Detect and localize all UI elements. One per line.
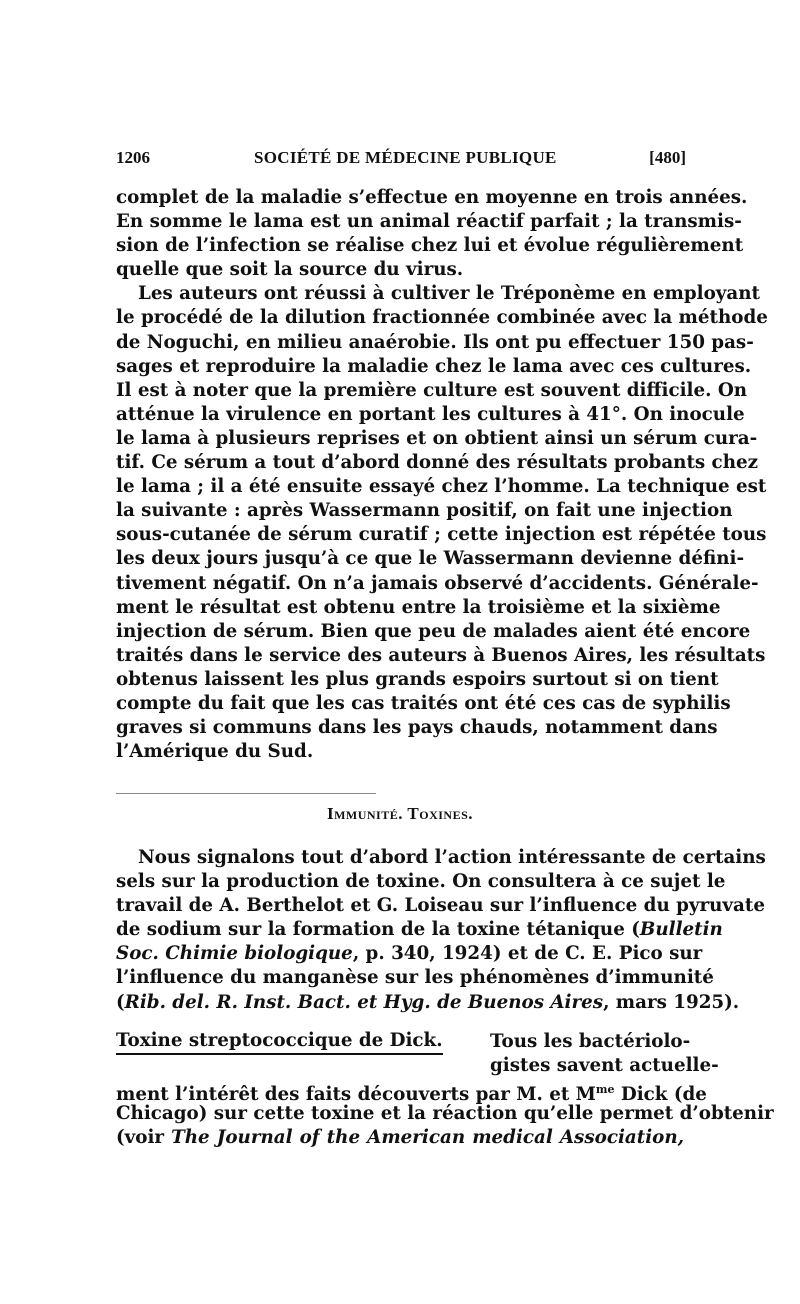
- citation-title: Bulletin: [639, 919, 723, 941]
- text-segment: , mars 1925).: [603, 991, 740, 1013]
- text-segment: Dick (de: [614, 1084, 707, 1105]
- text-line: injection de sérum. Bien que peu de malades aient été encore: [116, 620, 751, 642]
- text-line: [116, 1078, 707, 1105]
- text-segment: de sodium sur la formation de la toxine tétanique (: [116, 919, 640, 941]
- text-line: l’influence du manganèse sur les phénomènes d’immunité: [116, 967, 714, 989]
- citation-title: The Journal of the American medical Association,: [171, 1127, 684, 1149]
- text-line: sages et reproduire la maladie chez le lama avec ces cultures.: [116, 355, 752, 377]
- text-line: le lama à plusieurs reprises et on obtient ainsi un sérum cura-: [116, 427, 758, 449]
- text-line: l’Amérique du Sud.: [116, 741, 314, 763]
- citation-title: Soc. Chimie biologique: [116, 943, 353, 965]
- citation-title: Rib. del. R. Inst. Bact. et Hyg. de Buenos Aires: [124, 991, 604, 1013]
- text-line: le lama ; il a été ensuite essayé chez l’homme. La technique est: [116, 476, 767, 498]
- text-line: [116, 942, 703, 966]
- subsection-heading-continuation: [490, 1030, 719, 1078]
- text-line: graves si communs dans les pays chauds, notamment dans: [116, 717, 718, 739]
- text-line: sous-cutanée de sérum curatif ; cette injection est répétée tous: [116, 524, 767, 546]
- text-line: Tous les bactériolo-: [490, 1031, 691, 1052]
- text-line: En somme le lama est un animal réactif parfait ; la transmis-: [116, 211, 742, 233]
- text-line: tivement négatif. On n’a jamais observé d’accidents. Générale-: [116, 572, 759, 594]
- text-line: sion de l’infection se réalise chez lui et évolue régulièrement: [116, 235, 744, 257]
- text-line: [116, 1126, 684, 1150]
- superscript: me: [595, 1083, 615, 1096]
- text-line: traités dans le service des auteurs à Buenos Aires, les résultats: [116, 644, 766, 666]
- text-segment: , p. 340, 1924) et de C. E. Pico sur: [352, 943, 703, 965]
- section-number: [480]: [649, 148, 686, 167]
- text-line: ment le résultat est obtenu entre la troisième et la sixième: [116, 596, 721, 618]
- text-line: Les auteurs ont réussi à cultiver le Tréponème en employant: [138, 283, 760, 305]
- paragraph-toxines: [116, 846, 766, 1015]
- section-heading: [116, 804, 684, 824]
- section-heading-text: Immunité. Toxines.: [326, 804, 474, 823]
- text-line: quelle que soit la source du virus.: [116, 259, 464, 281]
- section-divider: [116, 793, 376, 794]
- text-segment: (: [116, 991, 125, 1013]
- page-header: [116, 148, 686, 174]
- text-line: les deux jours jusqu’à ce que le Wassermann devienne défini-: [116, 548, 745, 570]
- text-line: atténue la virulence en portant les cultures à 41°. On inocule: [116, 403, 745, 425]
- text-segment: (voir: [116, 1127, 172, 1149]
- text-line: travail de A. Berthelot et G. Loiseau sur l’influence du pyruvate: [116, 895, 765, 917]
- running-title: SOCIÉTÉ DE MÉDECINE PUBLIQUE: [254, 148, 557, 167]
- paragraph-syphilis-lama: [116, 186, 768, 764]
- text-line: [116, 918, 723, 942]
- text-line: tif. Ce sérum a tout d’abord donné des résultats probants chez: [116, 452, 758, 474]
- paragraph-dick-toxin: [116, 1078, 774, 1150]
- text-line: la suivante : après Wassermann positif, on fait une injection: [116, 500, 733, 522]
- page-number: 1206: [116, 148, 150, 167]
- text-line: le procédé de la dilution fractionnée combinée avec la méthode: [116, 307, 768, 329]
- text-line: gistes savent actuelle-: [490, 1055, 719, 1077]
- text-segment: ment l’intérêt des faits découverts par M. et M: [116, 1084, 596, 1105]
- text-line: obtenus laissent les plus grands espoirs surtout si on tient: [116, 668, 719, 690]
- subsection-heading: Toxine streptococcique de Dick.: [116, 1030, 443, 1055]
- text-line: compte du fait que les cas traités ont été ces cas de syphilis: [116, 692, 731, 714]
- text-line: de Noguchi, en milieu anaérobie. Ils ont pu effectuer 150 pas-: [116, 331, 754, 353]
- text-line: [116, 991, 740, 1015]
- text-line: Nous signalons tout d’abord l’action intéressante de certains: [138, 847, 766, 868]
- text-line: Il est à noter que la première culture est souvent difficile. On: [116, 379, 748, 401]
- text-line: sels sur la production de toxine. On consultera à ce sujet le: [116, 871, 726, 893]
- text-line: complet de la maladie s’effectue en moyenne en trois années.: [116, 187, 748, 208]
- text-line: Chicago) sur cette toxine et la réaction qu’elle permet d’obtenir: [116, 1103, 774, 1125]
